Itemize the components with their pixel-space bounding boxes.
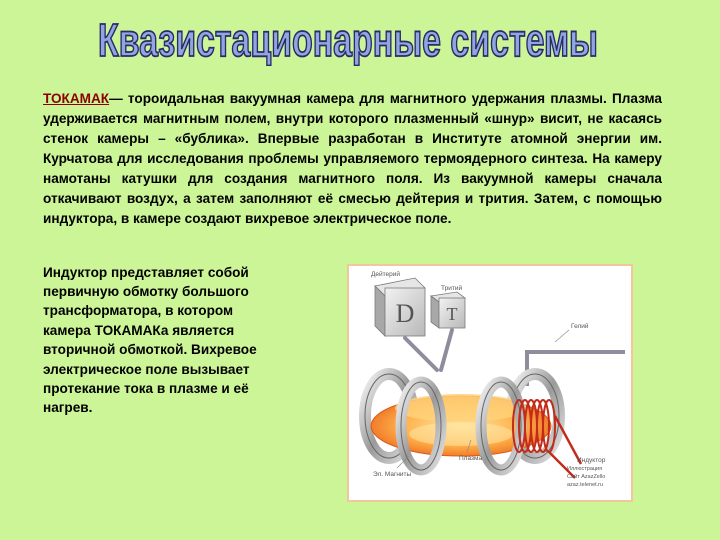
tokamak-term: ТОКАМАК xyxy=(43,90,110,106)
credit-line-2: Сайт AzazZello xyxy=(567,474,606,480)
deuterium-tank-icon xyxy=(375,278,425,336)
label-deuterium: Дейтерий xyxy=(371,271,401,278)
label-plasma: Плазма xyxy=(459,455,483,462)
tritium-symbol: T xyxy=(446,304,458,324)
tokamak-illustration xyxy=(347,264,633,502)
tritium-tank-icon xyxy=(431,292,465,328)
credit-line-3: azaz.telenet.ru xyxy=(567,482,604,488)
label-inductor: Индуктор xyxy=(577,457,606,464)
tokamak-description xyxy=(43,89,662,229)
title-banner xyxy=(0,4,720,66)
tokamak-definition: — тороидальная вакуумная камера для магнитного удержания плазмы. Плазма удерживается магнитным полем, внутри которого плазменный «шнур» висит, не касаясь стенок камеры – «бублика». Впервые разработан в Институте атомной энергии им. Курчатова для исследования проблемы управляемого термоядерного синтеза. На камеру намотаны катушки для создания магнитного поля. Из вакуумной камеры сначала откачивают воздух, а затем заполняют её смесью дейтерия и трития. Затем, с помощью индуктора, в камере создают вихревое электрическое поле. xyxy=(43,90,662,226)
label-magnets: Эл. Магниты xyxy=(373,471,412,478)
inductor-description: Индуктор представляет собой первичную обмотку большого трансформатора, в котором камера ТОКАМАКа является вторичной обмоткой. Вихревое электрическое поле вызывает протекание тока в плазме и её нагрев. xyxy=(43,264,257,416)
slide-title: Квазистационарные системы xyxy=(98,14,598,66)
label-tritium: Тритий xyxy=(441,285,463,292)
credit-line-1: Иллюстрация xyxy=(567,466,603,472)
deuterium-symbol: D xyxy=(395,299,415,328)
label-helium: Гелий xyxy=(571,323,589,330)
